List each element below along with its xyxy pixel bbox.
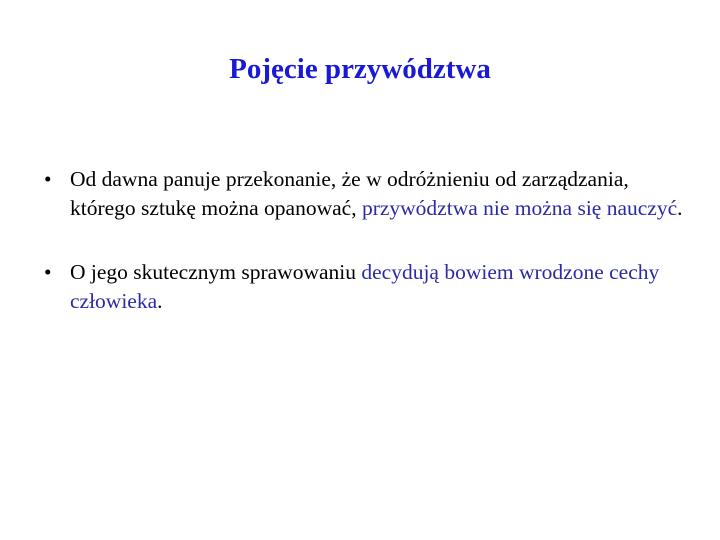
bullet-list <box>44 165 684 316</box>
bullet-text-end: . <box>157 289 163 313</box>
bullet-text-end: . <box>677 196 683 220</box>
bullet-icon: • <box>44 260 52 284</box>
bullet-item <box>44 165 684 223</box>
bullet-accent-text: decydują bowiem wrodzone cechy człowieka <box>70 260 660 313</box>
slide-title: Pojęcie przywództwa <box>229 53 491 85</box>
bullet-icon: • <box>44 167 52 191</box>
bullet-text: O jego skutecznym sprawowaniu <box>70 260 362 284</box>
bullet-item <box>44 258 684 316</box>
bullet-text: Od dawna panuje przekonanie, że w odróżnieniu od zarządzania, którego sztukę można opanować, <box>70 167 629 220</box>
bullet-accent-text: przywództwa nie można się nauczyć <box>361 196 678 220</box>
